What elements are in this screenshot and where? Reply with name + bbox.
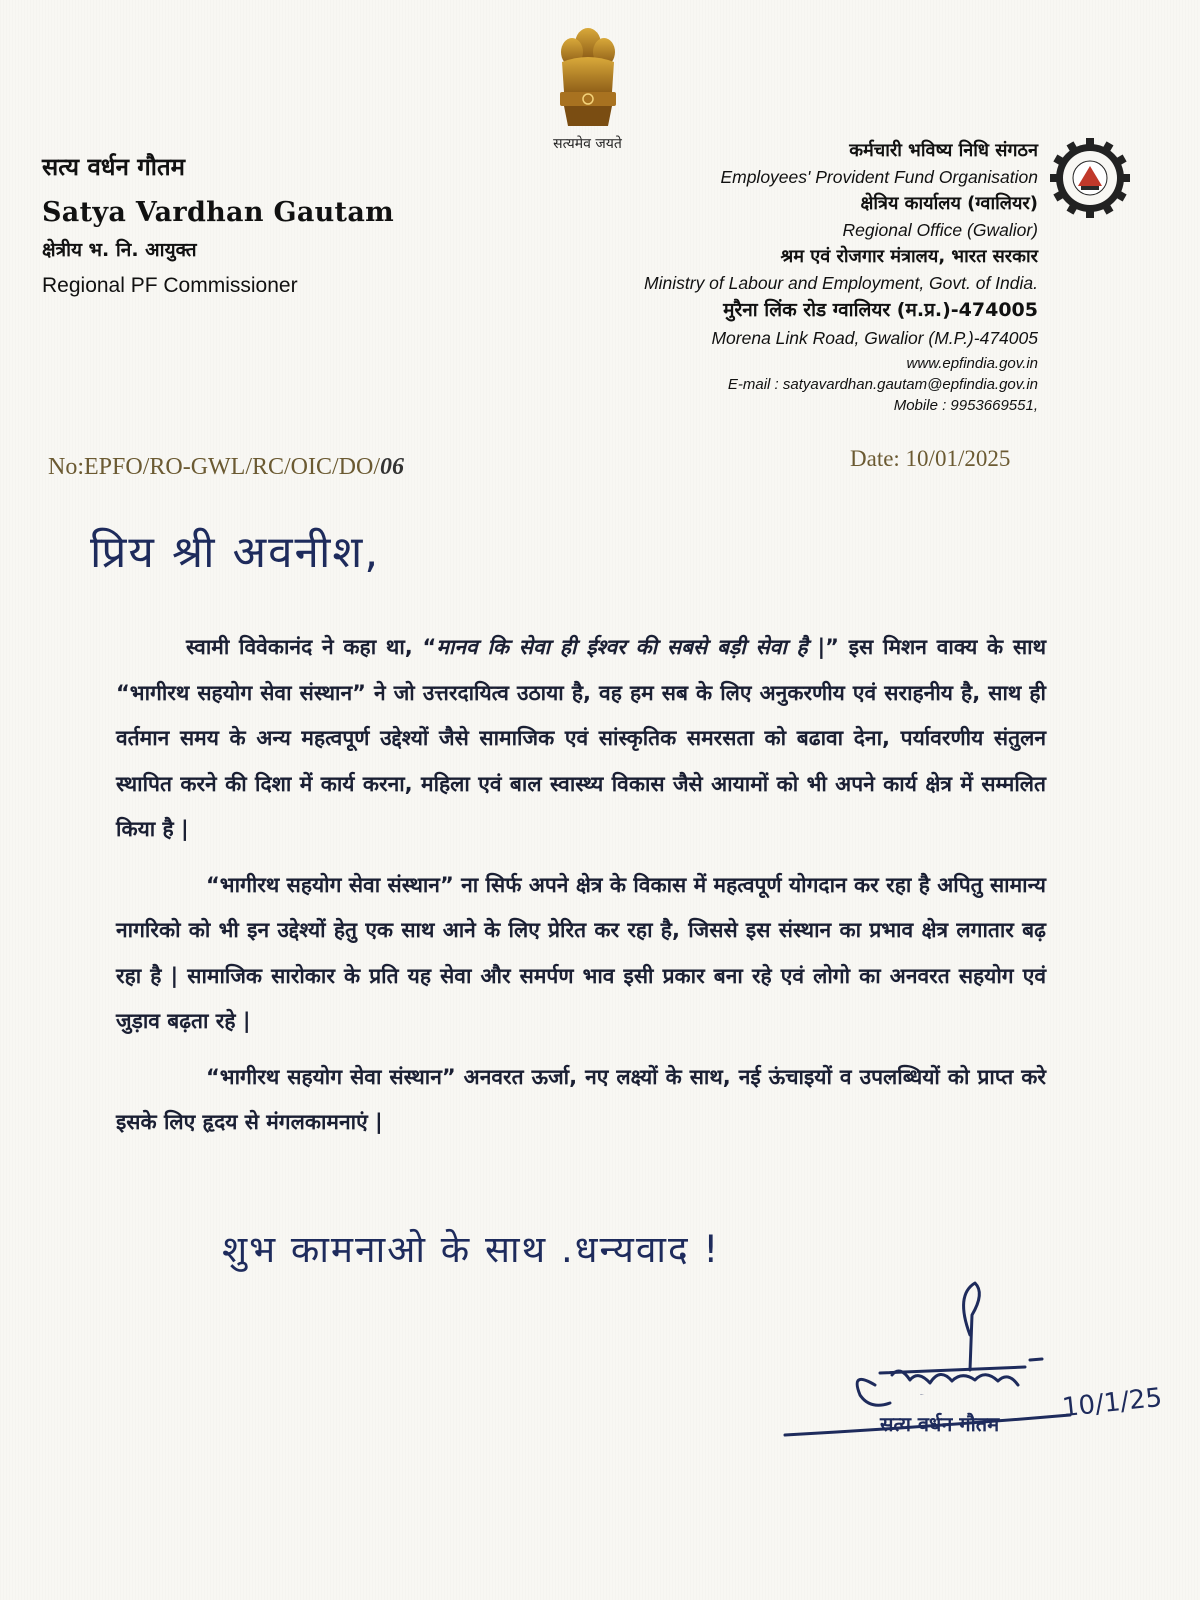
- paragraph-1-start: स्वामी विवेकानंद ने कहा था, “: [186, 635, 437, 659]
- organisation-details: [644, 142, 1038, 419]
- closing-remark: शुभ कामनाओ के साथ .धन्यवाद !: [222, 1228, 721, 1271]
- signature-date: 10/1/25: [1060, 1382, 1164, 1424]
- officer-name-hindi: सत्य वर्धन गौतम: [42, 153, 185, 181]
- address-hindi: मुरैना लिंक रोड ग्वालियर (म.प्र.)-474005: [723, 299, 1038, 321]
- letter-body: [116, 625, 1046, 1156]
- officer-name-english: Satya Vardhan Gautam: [42, 197, 394, 228]
- signatory-name: सत्य वर्धन गौतम: [880, 1412, 1000, 1436]
- reference-serial: 06: [380, 454, 405, 480]
- paragraph-1-rest: ” इस मिशन वाक्य के साथ “भागीरथ सहयोग सेवा संस्थान” ने जो उत्तरदायित्व उठाया है, वह हम सब के लिए अनुकरणीय एवं सराहनीय है, साथ ही वर्तमान समय के अन्य महत्वपूर्ण उद्देश्यों जैसे सामाजिक एवं सांस्कृतिक समरसता को बढावा देना, पर्यावरणीय संतुलन स्थापित करने की दिशा में कार्य करना, महिला एवं बाल स्वास्थ्य विकास जैसे आयामों को भी अपने कार्य क्षेत्र में सम्मलित किया है |: [116, 635, 1046, 841]
- emblem-motto: सत्यमेव जयते: [553, 136, 622, 152]
- org-name-english: Employees' Provident Fund Organisation: [720, 167, 1038, 187]
- ministry-english: Ministry of Labour and Employment, Govt. of India.: [644, 273, 1038, 293]
- vivekananda-quote: मानव कि सेवा ही ईश्वर की सबसे बड़ी सेवा है |: [436, 635, 826, 659]
- ashoka-emblem-icon: [548, 22, 628, 132]
- letter-date: Date: 10/01/2025: [850, 446, 1011, 471]
- email: E-mail : satyavardhan.gautam@epfindia.gov.in: [727, 376, 1038, 393]
- office-hindi: क्षेत्रिय कार्यालय (ग्वालियर): [860, 193, 1038, 214]
- officer-designation-hindi: क्षेत्रीय भ. नि. आयुक्त: [42, 239, 197, 261]
- officer-designation-english: Regional PF Commissioner: [42, 274, 298, 297]
- officer-details: [42, 150, 394, 298]
- body-paragraph-1: [116, 625, 1046, 853]
- reference-prefix: No:EPFO/RO-GWL/RC/OIC/DO/: [48, 454, 381, 480]
- salutation: प्रिय श्री अवनीश,: [90, 527, 381, 578]
- ministry-hindi: श्रम एवं रोजगार मंत्रालय, भारत सरकार: [780, 246, 1038, 267]
- reference-number: [48, 454, 404, 481]
- website: www.epfindia.gov.in: [906, 355, 1038, 372]
- signature-handwritten-text: सत्यवर्धन: [920, 1395, 924, 1396]
- body-paragraph-3: “भागीरथ सहयोग सेवा संस्थान” अनवरत ऊर्जा, नए लक्ष्यों के साथ, नई ऊंचाइयों व उपलब्धियों को प्राप्त करे इसके लिए हृदय से मंगलकामनाएं |: [116, 1064, 1046, 1134]
- office-english: Regional Office (Gwalior): [842, 220, 1038, 240]
- address-english: Morena Link Road, Gwalior (M.P.)-474005: [711, 328, 1038, 348]
- epfo-logo-icon: [1050, 138, 1130, 218]
- org-name-hindi: कर्मचारी भविष्य निधि संगठन: [849, 140, 1038, 161]
- body-paragraph-2: “भागीरथ सहयोग सेवा संस्थान” ना सिर्फ अपने क्षेत्र के विकास में महत्वपूर्ण योगदान कर रहा है अपितु सामान्य नागरिको को भी इन उद्देश्यों हेतु एक साथ आने के लिए प्रेरित कर रहा है, जिससे इस संस्थान का प्रभाव क्षेत्र लगातार बढ़ रहा है | सामाजिक सारोकार के प्रति यह सेवा और समर्पण भाव इसी प्रकार बना रहे एवं लोगो का अनवरत सहयोग एवं जुड़ाव बढ़ता रहे |: [116, 872, 1046, 1033]
- mobile: Mobile : 9953669551,: [893, 397, 1038, 414]
